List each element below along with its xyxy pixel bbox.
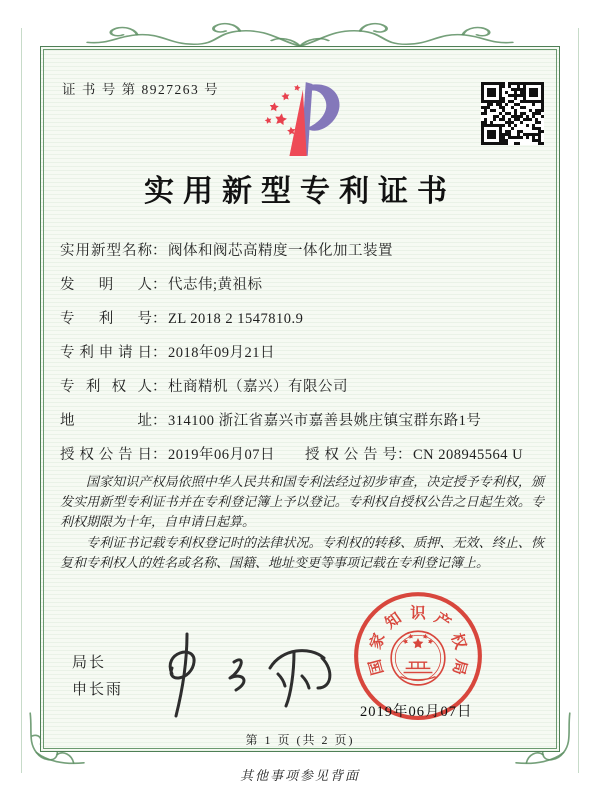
grant-date-pair: 授权公告日： 2019年06月07日 <box>60 447 275 463</box>
seal-date: 2019年06月07日 <box>360 704 473 720</box>
svg-text:知: 知 <box>382 609 405 633</box>
field-patent-number: 专利号： ZL 2018 2 1547810.9 <box>60 308 544 330</box>
qr-code <box>481 82 544 145</box>
commissioner-signature <box>142 626 347 722</box>
certificate-title: 实用新型专利证书 <box>144 175 456 208</box>
legal-paragraph-2: 专利证书记载专利权登记时的法律状况。专利权的转移、质押、无效、终止、恢复和专利权人的姓名或名称、国籍、地址变更等事项记载在专利登记簿上。 <box>60 535 544 570</box>
field-label: 专利权人 <box>60 379 152 395</box>
field-patentee: 专利权人： 杜商精机（嘉兴）有限公司 <box>60 376 544 398</box>
left-edge-line <box>21 28 22 773</box>
grant-number-pair: 授权公告号： CN 208945564 U <box>305 447 524 463</box>
field-label: 发明人 <box>60 277 152 293</box>
certificate-number: 证 书 号 第 8927263 号 <box>62 82 220 97</box>
field-label: 专利申请日 <box>60 345 152 361</box>
legal-paragraph-1: 国家知识产权局依照中华人民共和国专利法经过初步审查，决定授予专利权，颁发实用新型专利证书并在专利登记簿上予以登记。专利权自授权公告之日起生效。专利权期限为十年，自申请日起算。 <box>60 474 544 529</box>
svg-text:国: 国 <box>366 657 388 677</box>
field-value: 314100 浙江省嘉兴市嘉善县姚庄镇宝群东路1号 <box>168 413 482 429</box>
field-address: 地址： 314100 浙江省嘉兴市嘉善县姚庄镇宝群东路1号 <box>60 410 544 432</box>
signer-title: 局长 <box>72 655 107 671</box>
page-number: 第 1 页 (共 2 页) <box>245 733 355 747</box>
back-side-note: 其他事项参见背面 <box>239 768 360 783</box>
china-patent-logo <box>252 74 348 168</box>
legal-text <box>60 472 544 575</box>
field-list <box>60 240 544 478</box>
field-utility-model-name: 实用新型名称： 阀体和阀芯高精度一体化加工装置 <box>60 240 544 262</box>
field-label: 专利号 <box>60 311 152 327</box>
right-edge-line <box>578 28 579 773</box>
field-label: 实用新型名称 <box>60 243 152 259</box>
svg-text:识: 识 <box>410 604 426 622</box>
field-value: 杜商精机（嘉兴）有限公司 <box>168 379 348 395</box>
svg-text:家: 家 <box>367 631 389 652</box>
svg-text:产: 产 <box>431 609 454 633</box>
field-label: 地址 <box>60 413 152 429</box>
field-value: ZL 2018 2 1547810.9 <box>168 311 304 327</box>
field-value: 2018年09月21日 <box>168 345 275 361</box>
field-value: 代志伟;黄祖标 <box>168 277 263 293</box>
signer-block <box>72 650 123 704</box>
field-grant-row <box>60 444 544 466</box>
svg-text:权: 权 <box>447 631 469 652</box>
field-filing-date: 专利申请日： 2018年09月21日 <box>60 342 544 364</box>
field-value: 阀体和阀芯高精度一体化加工装置 <box>168 243 393 259</box>
field-inventor: 发明人： 代志伟;黄祖标 <box>60 274 544 296</box>
svg-text:局: 局 <box>448 657 470 677</box>
top-scroll-ornament <box>70 12 530 50</box>
signer-name: 申长雨 <box>72 682 124 698</box>
